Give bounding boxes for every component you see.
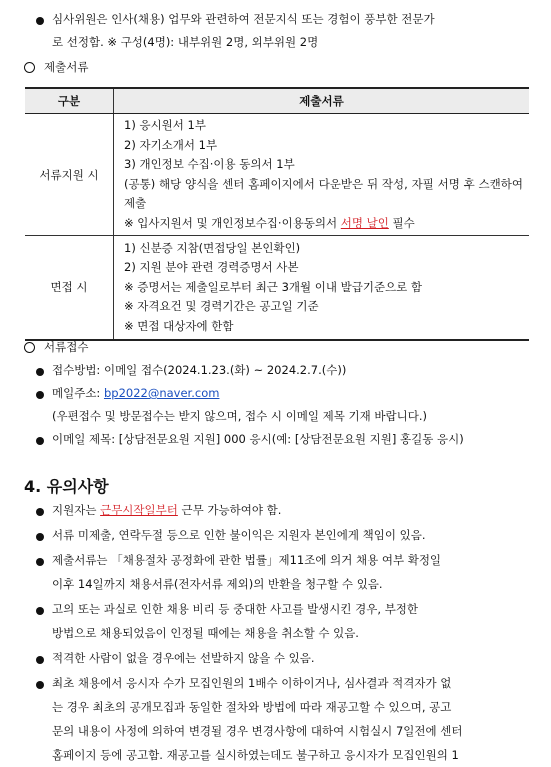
table-header-category: 구분 <box>25 88 114 114</box>
section-circle-icon <box>24 342 35 353</box>
start-date-emphasis: 근무시작일부터 <box>100 503 178 517</box>
submission-email-line: 메일주소: bp2022@naver.com <box>52 386 220 400</box>
signature-note: ※ 입사지원서 및 개인정보수집·이용동의서 서명 날인 필수 <box>124 215 415 230</box>
bullet-dot <box>36 368 44 376</box>
row-label-application: 서류지원 시 <box>25 114 114 236</box>
list-item: ※ 증명서는 제출일로부터 최근 3개월 이내 발급기준으로 함 <box>124 279 423 294</box>
list-item: ※ 면접 대상자에 한함 <box>124 318 234 333</box>
note-item-6-line-2: 는 경우 최초의 공개모집과 동일한 절차와 방법에 따라 재공고할 수 있으며, 공고 <box>52 700 452 714</box>
note-item-5: 적격한 사람이 없을 경우에는 선발하지 않을 수 있음. <box>52 651 315 665</box>
signature-emphasis: 서명 날인 <box>340 215 389 230</box>
row-items-interview <box>114 236 530 340</box>
documents-heading: 제출서류 <box>44 60 89 74</box>
table-row <box>25 236 529 340</box>
bullet-dot <box>36 17 44 25</box>
note-item-6-line-4: 홈페이지 등에 공고함. 재공고를 실시하였는데도 불구하고 응시자가 모집인원의 1 <box>52 748 459 762</box>
note-item-1: 지원자는 근무시작일부터 근무 가능하여야 함. <box>52 503 282 517</box>
bullet-dot <box>36 681 44 689</box>
bullet-dot <box>36 656 44 664</box>
note-item-2: 서류 미제출, 연락두절 등으로 인한 불이익은 지원자 본인에게 책임이 있음. <box>52 528 426 542</box>
note-item-4-line-2: 방법으로 채용되었음이 인정될 때에는 채용을 취소할 수 있음. <box>52 626 359 640</box>
email-link[interactable]: bp2022@naver.com <box>103 386 220 400</box>
list-item: 2) 지원 분야 관련 경력증명서 사본 <box>124 260 299 274</box>
submission-heading: 서류접수 <box>44 340 89 354</box>
list-item: 1) 응시원서 1부 <box>124 118 206 132</box>
row-label-interview: 면접 시 <box>25 236 114 340</box>
section-circle-icon <box>24 62 35 73</box>
note-item-4-line-1: 고의 또는 과실로 인한 채용 비리 등 중대한 사고를 발생시킨 경우, 부정한 <box>52 602 419 616</box>
row-items-application <box>114 114 530 236</box>
note-item-3-line-2: 이후 14일까지 채용서류(전자서류 제외)의 반환을 청구할 수 있음. <box>52 577 383 591</box>
note-item-6-line-3: 문의 내용이 사정에 의하여 변경될 경우 변경사항에 대하여 시험실시 7일전에 센터 <box>52 724 463 738</box>
table-header-documents: 제출서류 <box>114 88 530 114</box>
bullet-dot <box>36 607 44 615</box>
intro-line-2: 로 선정함. ※ 구성(4명): 내부위원 2명, 외부위원 2명 <box>52 35 319 49</box>
bullet-dot <box>36 533 44 541</box>
list-item: 1) 신분증 지참(면접당일 본인확인) <box>124 240 301 255</box>
intro-line-1: 심사위원은 인사(채용) 업무와 관련하여 전문지식 또는 경험이 풍부한 전문가 <box>52 12 435 26</box>
note-item-6-line-1: 최초 채용에서 응시자 수가 모집인원의 1배수 이하이거나, 심사결과 적격자가 없 <box>52 676 452 690</box>
table-row <box>25 114 529 236</box>
bullet-dot <box>36 391 44 399</box>
list-item: 3) 개인정보 수집·이용 동의서 1부 <box>124 157 295 171</box>
bullet-dot <box>36 558 44 566</box>
list-item: 2) 자기소개서 1부 <box>124 137 218 152</box>
list-item: (공통) 해당 양식을 센터 홈페이지에서 다운받은 뒤 작성, 자필 서명 후 스캔하여 제출 <box>124 176 523 210</box>
documents-table <box>25 87 529 341</box>
submission-subject: 이메일 제목: [상담전문요원 지원] 000 응시(예: [상담전문요원 지원] 홍길동 응시) <box>52 432 464 446</box>
bullet-dot <box>36 508 44 516</box>
bullet-dot <box>36 437 44 445</box>
submission-email-note: (우편접수 및 방문접수는 받지 않으며, 접수 시 이메일 제목 기재 바랍니다.) <box>52 409 427 423</box>
submission-method: 접수방법: 이메일 접수(2024.1.23.(화) ~ 2024.2.7.(수)) <box>52 363 347 377</box>
list-item: ※ 자격요건 및 경력기간은 공고일 기준 <box>124 299 319 313</box>
note-item-3-line-1: 제출서류는 「채용절차 공정화에 관한 법률」제11조에 의거 채용 여부 확정일 <box>52 553 442 567</box>
notes-title: 4. 유의사항 <box>24 477 109 496</box>
